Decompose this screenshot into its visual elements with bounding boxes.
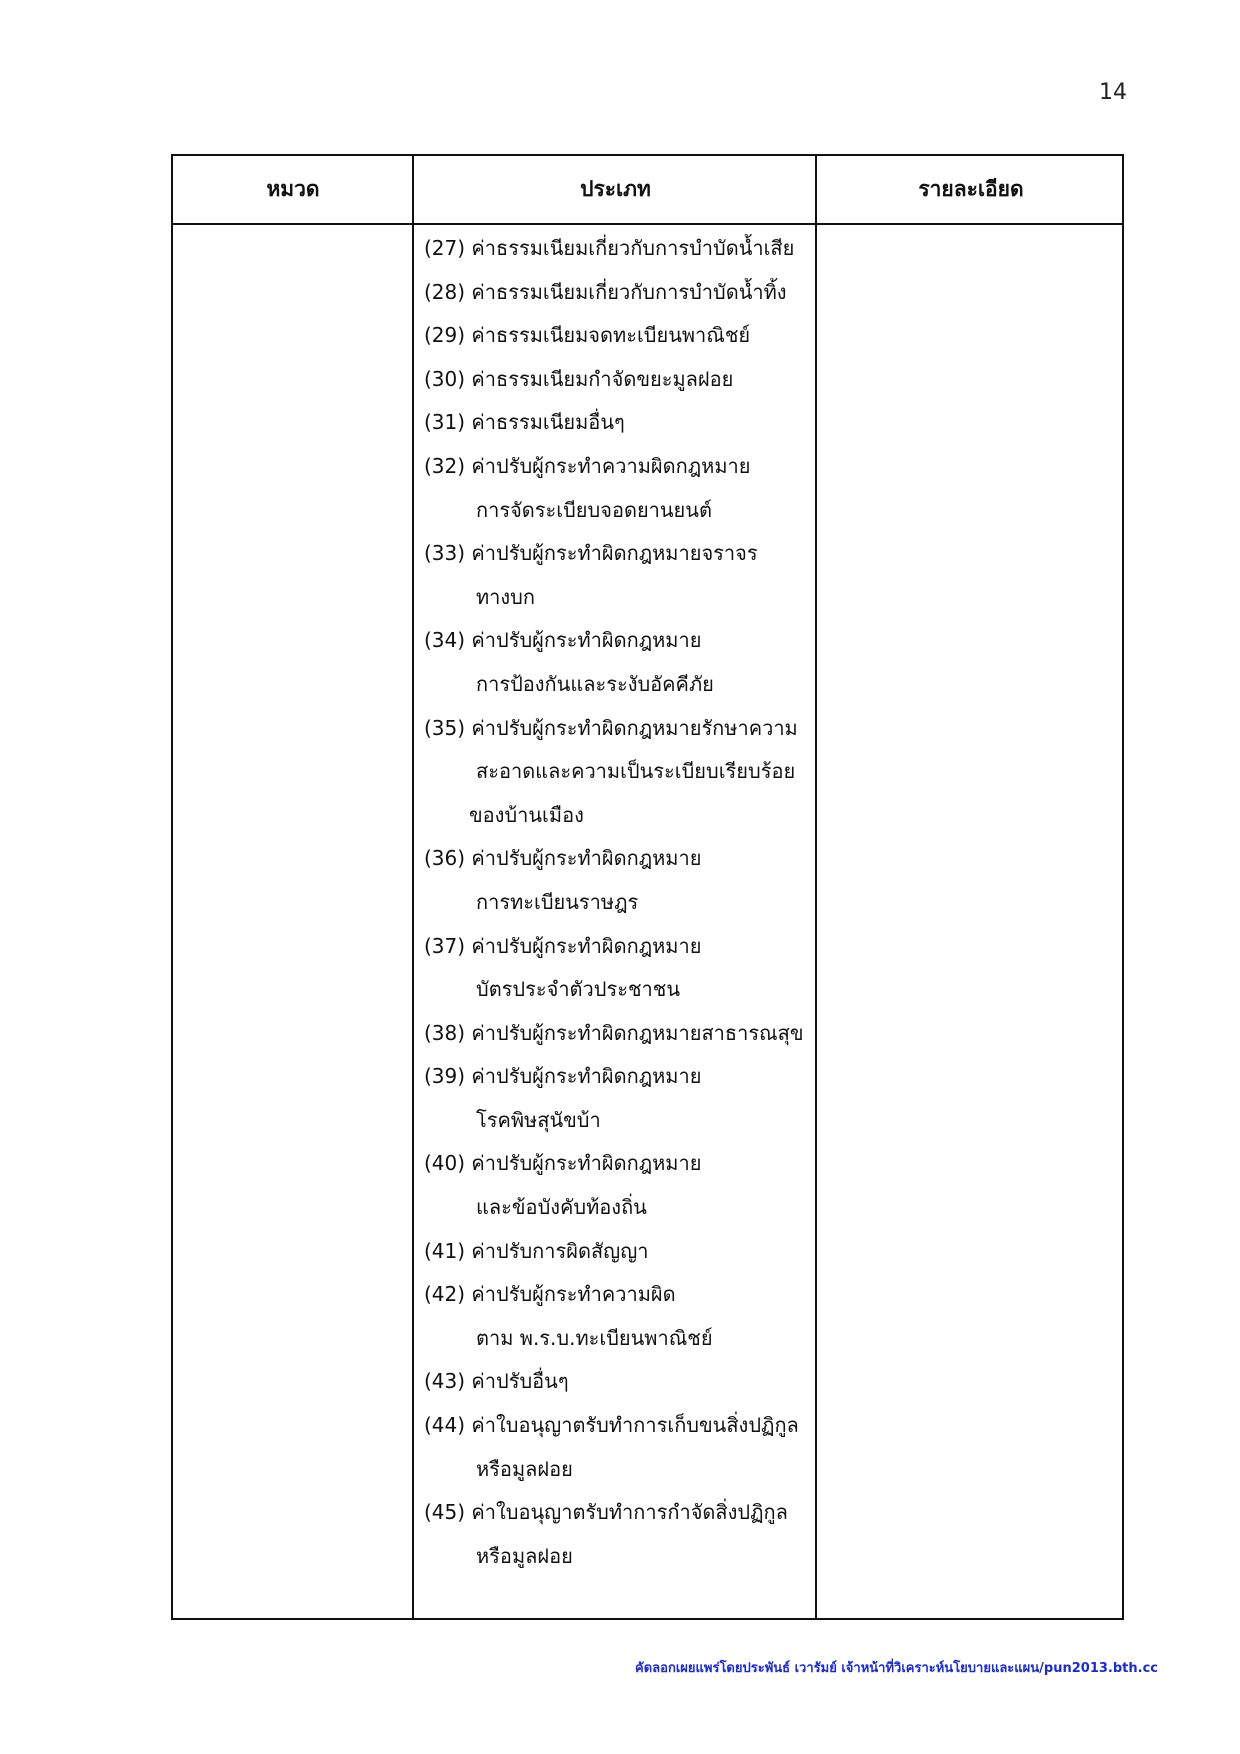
list-item: (28) ค่าธรรมเนียมเกี่ยวกับการบำบัดน้ำทิ้ง	[424, 279, 787, 304]
list-item: การจัดระเบียบจอดยานยนต์	[476, 497, 712, 522]
list-item: (34) ค่าปรับผู้กระทำผิดกฎหมาย	[424, 628, 702, 653]
list-item: ของบ้านเมือง	[469, 802, 584, 827]
list-item: โรคพิษสุนัขบ้า	[476, 1107, 601, 1132]
list-item: (37) ค่าปรับผู้กระทำผิดกฎหมาย	[424, 933, 702, 958]
list-item: (32) ค่าปรับผู้กระทำความผิดกฎหมาย	[424, 453, 751, 478]
list-item: การป้องกันและระงับอัคคีภัย	[476, 671, 714, 696]
list-item: (38) ค่าปรับผู้กระทำผิดกฎหมายสาธารณสุข	[424, 1020, 804, 1045]
list-item: และข้อบังคับท้องถิ่น	[476, 1195, 647, 1220]
list-item: หรือมูลฝอย	[476, 1543, 573, 1568]
list-item: (35) ค่าปรับผู้กระทำผิดกฎหมายรักษาความ	[424, 715, 798, 740]
list-item: สะอาดและความเป็นระเบียบเรียบร้อย	[476, 759, 796, 784]
list-item: (33) ค่าปรับผู้กระทำผิดกฎหมายจราจร	[424, 541, 758, 566]
page-number: 14	[1099, 80, 1127, 105]
list-item: (44) ค่าใบอนุญาตรับทำการเก็บขนสิ่งปฏิกูล	[424, 1413, 799, 1438]
list-item: บัตรประจำตัวประชาชน	[476, 977, 681, 1002]
list-item: (41) ค่าปรับการผิดสัญญา	[424, 1238, 649, 1263]
list-item: (29) ค่าธรรมเนียมจดทะเบียนพาณิชย์	[424, 323, 751, 348]
list-item: (30) ค่าธรรมเนียมกำจัดขยะมูลฝอย	[424, 366, 734, 391]
type-item-list	[424, 227, 824, 1578]
list-item: หรือมูลฝอย	[476, 1456, 573, 1481]
list-item: ตาม พ.ร.บ.ทะเบียนพาณิชย์	[476, 1325, 713, 1350]
revenue-category-table	[171, 154, 1124, 1620]
header-details: รายละเอียด	[918, 177, 1024, 201]
header-category: หมวด	[266, 177, 320, 201]
list-item: (31) ค่าธรรมเนียมอื่นๆ	[424, 410, 625, 435]
table-header-row	[173, 156, 1122, 225]
footer-credit: คัดลอกเผยแพร่โดยประพันธ์ เวารัมย์ เจ้าหน้าที่วิเคราะห์นโยบายและแผน/pun2013.bth.cc	[635, 1661, 1158, 1676]
column-divider	[412, 156, 414, 1618]
list-item: ทางบก	[476, 584, 535, 609]
list-item: (42) ค่าปรับผู้กระทำความผิด	[424, 1282, 676, 1307]
header-type: ประเภท	[580, 177, 651, 201]
list-item: การทะเบียนราษฎร	[476, 889, 639, 914]
list-item: (43) ค่าปรับอื่นๆ	[424, 1369, 569, 1394]
list-item: (39) ค่าปรับผู้กระทำผิดกฎหมาย	[424, 1064, 702, 1089]
list-item: (45) ค่าใบอนุญาตรับทำการกำจัดสิ่งปฏิกูล	[424, 1500, 788, 1525]
list-item: (36) ค่าปรับผู้กระทำผิดกฎหมาย	[424, 846, 702, 871]
list-item: (40) ค่าปรับผู้กระทำผิดกฎหมาย	[424, 1151, 702, 1176]
list-item: (27) ค่าธรรมเนียมเกี่ยวกับการบำบัดน้ำเสีย	[424, 236, 795, 260]
